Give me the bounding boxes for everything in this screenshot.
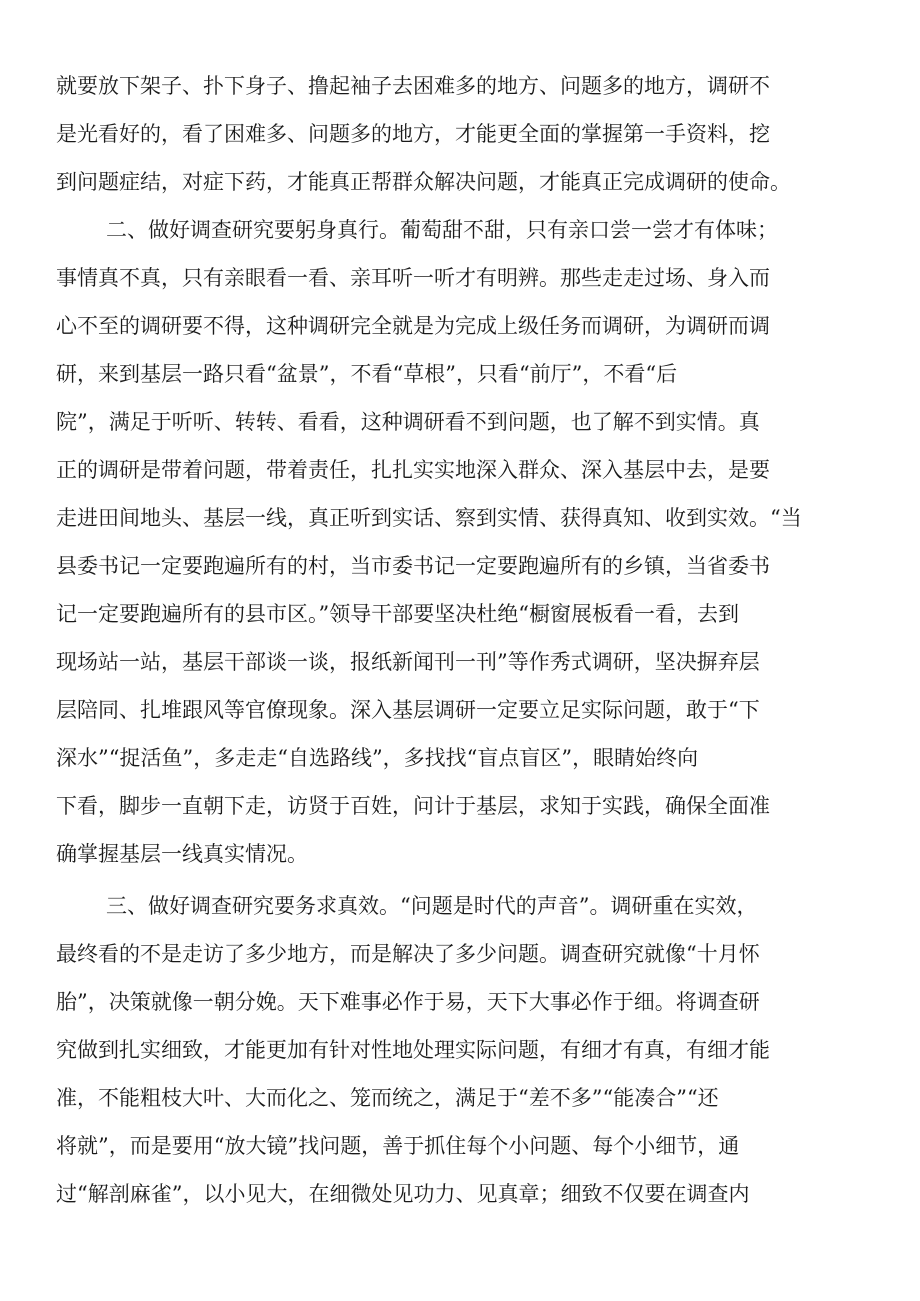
text-line: 记一定要跑遍所有的县市区。”领导干部要坚决杜绝“橱窗展板看一看，去到 xyxy=(56,602,739,626)
section-two-heading-line: 二、做好调查研究要躬身真行。葡萄甜不甜，只有亲口尝一尝才有体味； xyxy=(106,218,778,242)
text-line: 确掌握基层一线真实情况。 xyxy=(56,842,308,866)
text-line: 准，不能粗枝大叶、大而化之、笼而统之，满足于“差不多”“能凑合”“还 xyxy=(56,1086,719,1110)
text-line: 胎”，决策就像一朝分娩。天下难事必作于易，天下大事必作于细。将调查研 xyxy=(56,990,760,1014)
text-line: 就要放下架子、扑下身子、撸起袖子去困难多的地方、问题多的地方，调研不 xyxy=(56,74,770,98)
text-line: 最终看的不是走访了多少地方，而是解决了多少问题。调查研究就像“十月怀 xyxy=(56,942,760,966)
text-line: 事情真不真，只有亲眼看一看、亲耳听一听才有明辨。那些走走过场、身入而 xyxy=(56,266,770,290)
text-line: 层陪同、扎堆跟风等官僚现象。深入基层调研一定要立足实际问题，敢于“下 xyxy=(56,698,760,722)
text-line: 将就”，而是要用“放大镜”找问题，善于抓住每个小问题、每个小细节，通 xyxy=(56,1134,740,1158)
text-line: 走进田间地头、基层一线，真正听到实话、察到实情、获得真知、收到实效。“当 xyxy=(56,506,802,530)
text-line: 究做到扎实细致，才能更加有针对性地处理实际问题，有细才有真，有细才能 xyxy=(56,1038,770,1062)
section-three-heading-line: 三、做好调查研究要务求真效。“问题是时代的声音”。调研重在实效， xyxy=(106,894,758,918)
text-line: 是光看好的，看了困难多、问题多的地方，才能更全面的掌握第一手资料，挖 xyxy=(56,122,770,146)
text-line: 过“解剖麻雀”，以小见大，在细微处见功力、见真章；细致不仅要在调查内 xyxy=(56,1182,750,1206)
text-line: 院”，满足于听听、转转、看看，这种调研看不到问题，也了解不到实情。真 xyxy=(56,410,760,434)
text-line: 研，来到基层一路只看“盆景”，不看“草根”，只看“前厅”，不看“后 xyxy=(56,362,678,386)
text-line: 心不至的调研要不得，这种调研完全就是为完成上级任务而调研，为调研而调 xyxy=(56,314,770,338)
text-line: 下看，脚步一直朝下走，访贤于百姓，问计于基层，求知于实践，确保全面准 xyxy=(56,794,770,818)
text-line: 县委书记一定要跑遍所有的村，当市委书记一定要跑遍所有的乡镇，当省委书 xyxy=(56,554,770,578)
text-line: 现场站一站，基层干部谈一谈，报纸新闻刊一刊”等作秀式调研，坚决摒弃层 xyxy=(56,650,760,674)
text-line: 到问题症结，对症下药，才能真正帮群众解决问题，才能真正完成调研的使命。 xyxy=(56,170,791,194)
text-line: 深水”“捉活鱼”，多走走“自选路线”，多找找“盲点盲区”，眼睛始终向 xyxy=(56,746,699,770)
text-line: 正的调研是带着问题，带着责任，扎扎实实地深入群众、深入基层中去，是要 xyxy=(56,458,770,482)
